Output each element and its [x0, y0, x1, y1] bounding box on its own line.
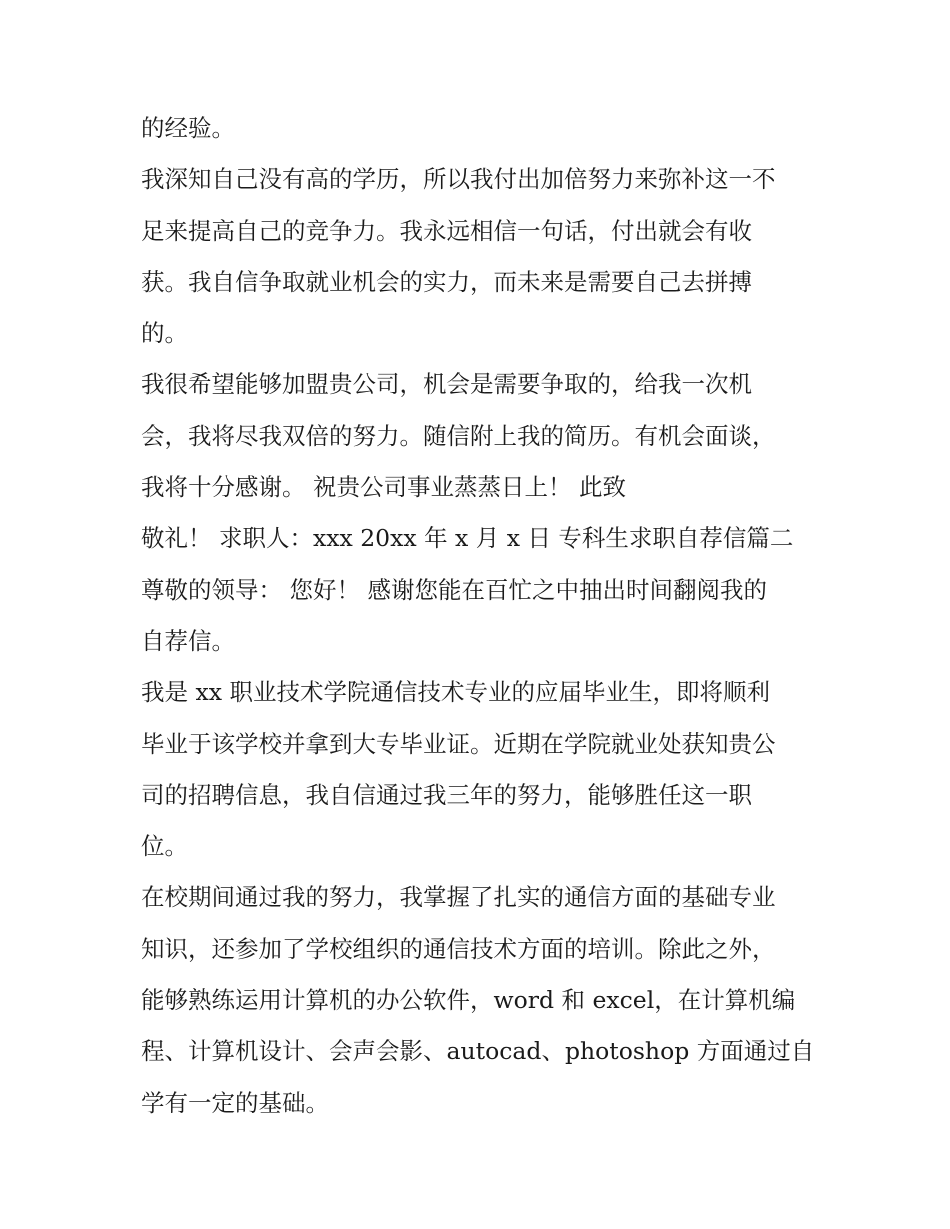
text-line: 足来提高自己的竞争力。我永远相信一句话，付出就会有收: [141, 216, 752, 245]
text-line: 我是 xx 职业技术学院通信技术专业的应届毕业生，即将顺利: [141, 678, 770, 707]
text-line: 司的招聘信息，我自信通过我三年的努力，能够胜任这一职: [141, 780, 752, 809]
text-line: 毕业于该学校并拿到大专毕业证。近期在学院就业处获知贵公: [141, 729, 776, 758]
text-line: 的。: [141, 319, 188, 348]
text-line: 会，我将尽我双倍的努力。随信附上我的简历。有机会面谈，: [141, 421, 776, 450]
text-line: 获。我自信争取就业机会的实力，而未来是需要自己去拼搏: [141, 267, 752, 296]
text-line: 尊敬的领导： 您好！ 感谢您能在百忙之中抽出时间翻阅我的: [141, 575, 767, 604]
text-line: 在校期间通过我的努力，我掌握了扎实的通信方面的基础专业: [141, 883, 776, 912]
text-line: 的经验。: [141, 114, 235, 142]
text-line: 位。: [141, 832, 188, 861]
letter-body: [141, 103, 821, 1129]
text-line: 能够熟练运用计算机的办公软件，word 和 excel，在计算机编: [141, 986, 796, 1015]
text-line: 我深知自己没有高的学历，所以我付出加倍努力来弥补这一不: [141, 165, 776, 194]
text-line: 敬礼！ 求职人：xxx 20xx 年 x 月 x 日 专科生求职自荐信篇二: [141, 524, 794, 553]
text-line: 程、计算机设计、会声会影、autocad、photoshop 方面通过自: [141, 1037, 815, 1066]
text-line: 我很希望能够加盟贵公司，机会是需要争取的，给我一次机: [141, 370, 752, 399]
text-line: 学有一定的基础。: [141, 1088, 329, 1117]
text-line: 自荐信。: [141, 626, 235, 655]
text-line: 知识，还参加了学校组织的通信技术方面的培训。除此之外，: [141, 934, 776, 963]
text-line: 我将十分感谢。 祝贵公司事业蒸蒸日上！ 此致: [141, 473, 626, 502]
